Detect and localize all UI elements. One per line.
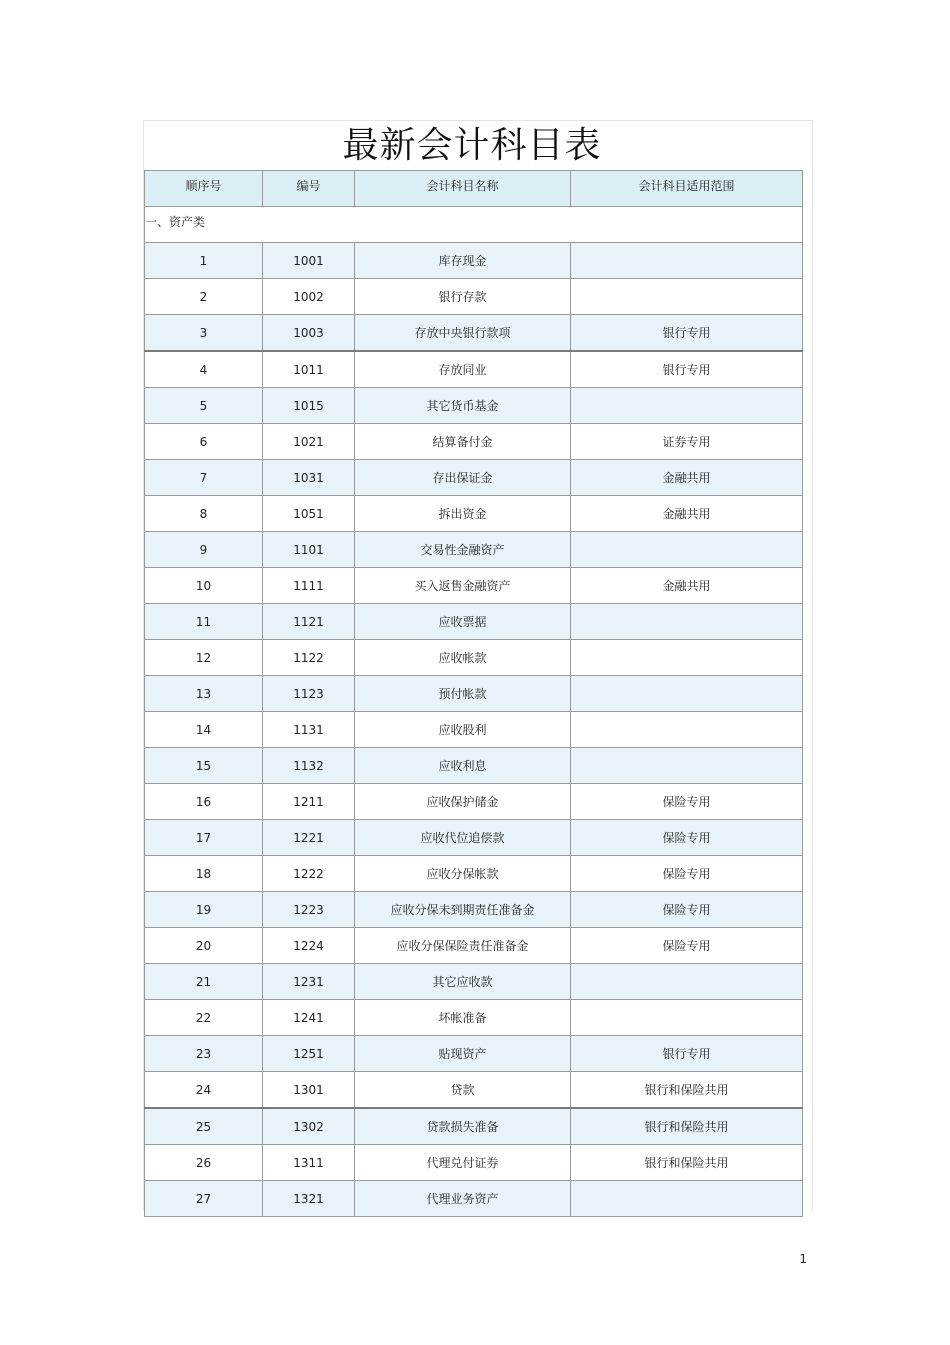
seq-cell: 22 [145, 1000, 263, 1036]
table-row [145, 856, 803, 892]
seq-cell: 3 [145, 315, 263, 352]
scope-cell [571, 712, 803, 748]
code-cell: 1001 [263, 243, 355, 279]
code-cell: 1222 [263, 856, 355, 892]
scope-cell: 银行专用 [571, 1036, 803, 1072]
account-name-cell: 其它货币基金 [355, 388, 571, 424]
table-row [145, 676, 803, 712]
table-row [145, 496, 803, 532]
code-cell: 1211 [263, 784, 355, 820]
table-row [145, 784, 803, 820]
code-cell: 1122 [263, 640, 355, 676]
seq-cell: 2 [145, 279, 263, 315]
seq-cell: 19 [145, 892, 263, 928]
table-row [145, 460, 803, 496]
table-row [145, 1181, 803, 1217]
account-name-cell: 应收帐款 [355, 640, 571, 676]
code-cell: 1231 [263, 964, 355, 1000]
code-cell: 1051 [263, 496, 355, 532]
code-cell: 1031 [263, 460, 355, 496]
scope-cell: 银行和保险共用 [571, 1072, 803, 1109]
account-name-cell: 银行存款 [355, 279, 571, 315]
scope-cell [571, 1000, 803, 1036]
code-cell: 1223 [263, 892, 355, 928]
scope-cell: 银行和保险共用 [571, 1145, 803, 1181]
scope-cell [571, 532, 803, 568]
section-label: 一、资产类 [145, 207, 803, 243]
seq-cell: 21 [145, 964, 263, 1000]
code-cell: 1123 [263, 676, 355, 712]
table-row [145, 243, 803, 279]
code-cell: 1121 [263, 604, 355, 640]
account-name-cell: 拆出资金 [355, 496, 571, 532]
header-seq: 顺序号 [145, 171, 263, 207]
code-cell: 1311 [263, 1145, 355, 1181]
code-cell: 1132 [263, 748, 355, 784]
code-cell: 1321 [263, 1181, 355, 1217]
accounts-table [144, 170, 803, 1217]
seq-cell: 7 [145, 460, 263, 496]
seq-cell: 17 [145, 820, 263, 856]
table-row [145, 964, 803, 1000]
seq-cell: 27 [145, 1181, 263, 1217]
account-name-cell: 库存现金 [355, 243, 571, 279]
table-row [145, 388, 803, 424]
code-cell: 1021 [263, 424, 355, 460]
code-cell: 1221 [263, 820, 355, 856]
table-row [145, 1000, 803, 1036]
table-row [145, 315, 803, 352]
scope-cell: 证券专用 [571, 424, 803, 460]
table-row [145, 712, 803, 748]
account-name-cell: 贴现资产 [355, 1036, 571, 1072]
table-row [145, 640, 803, 676]
scope-cell [571, 964, 803, 1000]
seq-cell: 5 [145, 388, 263, 424]
scope-cell: 金融共用 [571, 460, 803, 496]
header-code: 编号 [263, 171, 355, 207]
seq-cell: 12 [145, 640, 263, 676]
code-cell: 1011 [263, 351, 355, 388]
seq-cell: 23 [145, 1036, 263, 1072]
seq-cell: 11 [145, 604, 263, 640]
table-row [145, 532, 803, 568]
account-name-cell: 预付帐款 [355, 676, 571, 712]
table-row [145, 1108, 803, 1145]
code-cell: 1101 [263, 532, 355, 568]
account-name-cell: 代理兑付证券 [355, 1145, 571, 1181]
seq-cell: 14 [145, 712, 263, 748]
scope-cell [571, 279, 803, 315]
seq-cell: 9 [145, 532, 263, 568]
table-row [145, 351, 803, 388]
table-row [145, 820, 803, 856]
account-name-cell: 交易性金融资产 [355, 532, 571, 568]
table-row [145, 1145, 803, 1181]
seq-cell: 25 [145, 1108, 263, 1145]
scope-cell: 银行专用 [571, 315, 803, 352]
account-name-cell: 其它应收款 [355, 964, 571, 1000]
page-number: 1 [799, 1252, 807, 1266]
scope-cell [571, 676, 803, 712]
seq-cell: 6 [145, 424, 263, 460]
code-cell: 1301 [263, 1072, 355, 1109]
seq-cell: 26 [145, 1145, 263, 1181]
account-name-cell: 应收利息 [355, 748, 571, 784]
seq-cell: 4 [145, 351, 263, 388]
seq-cell: 1 [145, 243, 263, 279]
account-name-cell: 贷款 [355, 1072, 571, 1109]
scope-cell: 金融共用 [571, 496, 803, 532]
account-name-cell: 存放同业 [355, 351, 571, 388]
account-name-cell: 坏帐准备 [355, 1000, 571, 1036]
seq-cell: 15 [145, 748, 263, 784]
seq-cell: 13 [145, 676, 263, 712]
account-name-cell: 贷款损失准备 [355, 1108, 571, 1145]
table-row [145, 748, 803, 784]
table-row [145, 424, 803, 460]
account-name-cell: 应收保护储金 [355, 784, 571, 820]
document-title: 最新会计科目表 [342, 125, 602, 166]
scope-cell [571, 604, 803, 640]
seq-cell: 8 [145, 496, 263, 532]
account-name-cell: 应收代位追偿款 [355, 820, 571, 856]
scope-cell [571, 1181, 803, 1217]
header-account-name: 会计科目名称 [355, 171, 571, 207]
scope-cell: 保险专用 [571, 784, 803, 820]
code-cell: 1111 [263, 568, 355, 604]
account-name-cell: 应收分保保险责任准备金 [355, 928, 571, 964]
table-row [145, 892, 803, 928]
code-cell: 1015 [263, 388, 355, 424]
account-name-cell: 买入返售金融资产 [355, 568, 571, 604]
scope-cell [571, 243, 803, 279]
scope-cell: 保险专用 [571, 892, 803, 928]
scope-cell: 银行和保险共用 [571, 1108, 803, 1145]
seq-cell: 16 [145, 784, 263, 820]
scope-cell [571, 388, 803, 424]
header-scope: 会计科目适用范围 [571, 171, 803, 207]
table-row [145, 568, 803, 604]
table-row [145, 604, 803, 640]
scope-cell: 银行专用 [571, 351, 803, 388]
seq-cell: 20 [145, 928, 263, 964]
code-cell: 1224 [263, 928, 355, 964]
scope-cell [571, 640, 803, 676]
seq-cell: 10 [145, 568, 263, 604]
code-cell: 1251 [263, 1036, 355, 1072]
account-name-cell: 代理业务资产 [355, 1181, 571, 1217]
scope-cell: 金融共用 [571, 568, 803, 604]
account-name-cell: 应收分保帐款 [355, 856, 571, 892]
seq-cell: 18 [145, 856, 263, 892]
code-cell: 1002 [263, 279, 355, 315]
table-row [145, 928, 803, 964]
account-name-cell: 存放中央银行款项 [355, 315, 571, 352]
scope-cell: 保险专用 [571, 820, 803, 856]
seq-cell: 24 [145, 1072, 263, 1109]
account-name-cell: 存出保证金 [355, 460, 571, 496]
table-row [145, 279, 803, 315]
table-row [145, 1036, 803, 1072]
code-cell: 1302 [263, 1108, 355, 1145]
account-name-cell: 应收票据 [355, 604, 571, 640]
account-name-cell: 结算备付金 [355, 424, 571, 460]
table-header-row [145, 171, 803, 207]
table-row [145, 1072, 803, 1109]
code-cell: 1241 [263, 1000, 355, 1036]
account-name-cell: 应收股利 [355, 712, 571, 748]
scope-cell: 保险专用 [571, 856, 803, 892]
scope-cell: 保险专用 [571, 928, 803, 964]
section-row [145, 207, 803, 243]
scope-cell [571, 748, 803, 784]
account-name-cell: 应收分保未到期责任准备金 [355, 892, 571, 928]
code-cell: 1131 [263, 712, 355, 748]
code-cell: 1003 [263, 315, 355, 352]
